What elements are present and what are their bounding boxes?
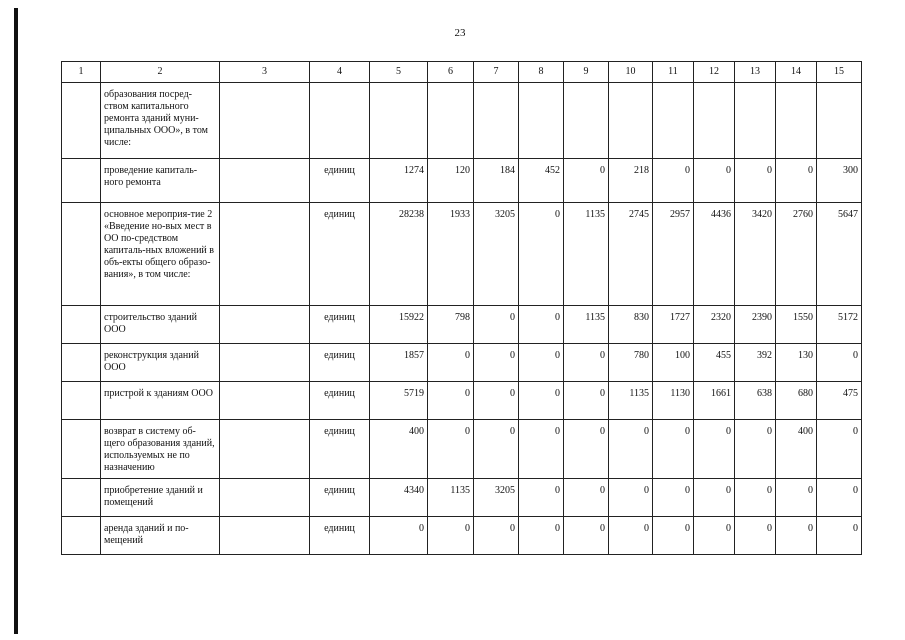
unit-cell: единиц [310,382,370,420]
value-cell-col-11: 0 [653,517,694,555]
value-cell-col-7: 0 [474,382,519,420]
value-cell-col-13: 0 [735,479,776,517]
row-number-cell [62,83,101,159]
value-cell-col-13: 3420 [735,203,776,306]
value-cell-col-8 [519,83,564,159]
row-name-cell: приобретение зданий и помещений [101,479,220,517]
table-row [62,479,862,517]
value-cell-col-10 [609,83,653,159]
column-header-8: 8 [519,62,564,83]
unit-cell [310,83,370,159]
value-cell-col-10: 830 [609,306,653,344]
table-row [62,203,862,306]
value-cell-col-15: 475 [817,382,862,420]
column-header-6: 6 [428,62,474,83]
value-cell-col-9: 0 [564,517,609,555]
value-cell-col-12: 4436 [694,203,735,306]
value-cell-col-14: 0 [776,159,817,203]
value-cell-col-12: 2320 [694,306,735,344]
row-name-cell: пристрой к зданиям ООО [101,382,220,420]
value-cell-col-6 [428,83,474,159]
value-cell-col-13: 0 [735,517,776,555]
value-cell-col-7: 0 [474,306,519,344]
column-3-cell [220,203,310,306]
value-cell-col-8: 452 [519,159,564,203]
value-cell-col-14: 1550 [776,306,817,344]
page-number: 23 [454,27,466,39]
column-3-cell [220,420,310,479]
row-name-cell: возврат в систему об-щего образования зданий, используемых не по назначению [101,420,220,479]
value-cell-col-12: 0 [694,479,735,517]
table-row [62,306,862,344]
unit-cell: единиц [310,159,370,203]
column-3-cell [220,517,310,555]
row-number-cell [62,159,101,203]
value-cell-col-12 [694,83,735,159]
value-cell-col-15: 5172 [817,306,862,344]
row-name-cell: образования посред-ством капитального ремонта зданий муни-ципальных ООО», в том числе: [101,83,220,159]
value-cell-col-5: 4340 [370,479,428,517]
unit-cell: единиц [310,479,370,517]
column-3-cell [220,83,310,159]
value-cell-col-15: 0 [817,344,862,382]
column-header-1: 1 [62,62,101,83]
table-header-row [62,62,862,83]
unit-cell: единиц [310,203,370,306]
value-cell-col-12: 0 [694,517,735,555]
value-cell-col-11: 1130 [653,382,694,420]
value-cell-col-11: 0 [653,479,694,517]
value-cell-col-7: 184 [474,159,519,203]
value-cell-col-14: 400 [776,420,817,479]
column-3-cell [220,306,310,344]
value-cell-col-11: 100 [653,344,694,382]
value-cell-col-15: 300 [817,159,862,203]
value-cell-col-14: 2760 [776,203,817,306]
value-cell-col-6: 0 [428,344,474,382]
value-cell-col-15: 0 [817,479,862,517]
value-cell-col-5: 1857 [370,344,428,382]
row-number-cell [62,479,101,517]
column-header-7: 7 [474,62,519,83]
value-cell-col-6: 0 [428,382,474,420]
value-cell-col-9: 1135 [564,306,609,344]
value-cell-col-9 [564,83,609,159]
row-name-cell: основное мероприя-тие 2 «Введение но-вых мест в ОО по-средством капиталь-ных вложений в объ-екты общего образо-вания», в том числе: [101,203,220,306]
value-cell-col-5 [370,83,428,159]
column-header-11: 11 [653,62,694,83]
value-cell-col-7: 3205 [474,479,519,517]
value-cell-col-15: 0 [817,420,862,479]
value-cell-col-7: 0 [474,420,519,479]
column-header-12: 12 [694,62,735,83]
value-cell-col-5: 5719 [370,382,428,420]
binding-bar [14,8,18,634]
column-header-3: 3 [220,62,310,83]
value-cell-col-11: 0 [653,420,694,479]
table-body [62,62,862,555]
table-row [62,517,862,555]
row-number-cell [62,344,101,382]
value-cell-col-10: 0 [609,517,653,555]
value-cell-col-14: 680 [776,382,817,420]
value-cell-col-14 [776,83,817,159]
column-header-13: 13 [735,62,776,83]
value-cell-col-8: 0 [519,420,564,479]
value-cell-col-6: 0 [428,420,474,479]
column-header-15: 15 [817,62,862,83]
table-row [62,159,862,203]
value-cell-col-14: 0 [776,517,817,555]
column-header-9: 9 [564,62,609,83]
value-cell-col-6: 798 [428,306,474,344]
value-cell-col-12: 1661 [694,382,735,420]
data-table [61,61,862,555]
value-cell-col-11 [653,83,694,159]
table-row [62,344,862,382]
value-cell-col-7: 0 [474,344,519,382]
value-cell-col-8: 0 [519,517,564,555]
value-cell-col-5: 15922 [370,306,428,344]
value-cell-col-5: 1274 [370,159,428,203]
column-header-4: 4 [310,62,370,83]
value-cell-col-11: 0 [653,159,694,203]
unit-cell: единиц [310,306,370,344]
column-3-cell [220,159,310,203]
value-cell-col-10: 0 [609,420,653,479]
value-cell-col-9: 0 [564,344,609,382]
value-cell-col-9: 0 [564,382,609,420]
row-number-cell [62,203,101,306]
value-cell-col-14: 0 [776,479,817,517]
value-cell-col-9: 0 [564,159,609,203]
value-cell-col-10: 218 [609,159,653,203]
value-cell-col-5: 28238 [370,203,428,306]
column-3-cell [220,479,310,517]
value-cell-col-10: 0 [609,479,653,517]
row-name-cell: строительство зданий ООО [101,306,220,344]
value-cell-col-6: 1135 [428,479,474,517]
value-cell-col-15: 0 [817,517,862,555]
column-header-2: 2 [101,62,220,83]
value-cell-col-7: 0 [474,517,519,555]
row-name-cell: проведение капиталь-ного ремонта [101,159,220,203]
table-row [62,420,862,479]
value-cell-col-6: 120 [428,159,474,203]
row-name-cell: реконструкция зданий ООО [101,344,220,382]
value-cell-col-11: 1727 [653,306,694,344]
value-cell-col-15: 5647 [817,203,862,306]
value-cell-col-13: 2390 [735,306,776,344]
value-cell-col-5: 400 [370,420,428,479]
value-cell-col-8: 0 [519,479,564,517]
value-cell-col-7 [474,83,519,159]
row-number-cell [62,382,101,420]
unit-cell: единиц [310,420,370,479]
value-cell-col-13 [735,83,776,159]
value-cell-col-10: 780 [609,344,653,382]
value-cell-col-10: 1135 [609,382,653,420]
value-cell-col-5: 0 [370,517,428,555]
column-3-cell [220,382,310,420]
table-row [62,83,862,159]
unit-cell: единиц [310,517,370,555]
value-cell-col-8: 0 [519,344,564,382]
value-cell-col-7: 3205 [474,203,519,306]
value-cell-col-6: 1933 [428,203,474,306]
value-cell-col-9: 0 [564,420,609,479]
unit-cell: единиц [310,344,370,382]
column-3-cell [220,344,310,382]
column-header-10: 10 [609,62,653,83]
value-cell-col-13: 638 [735,382,776,420]
row-number-cell [62,420,101,479]
value-cell-col-12: 0 [694,420,735,479]
row-number-cell [62,306,101,344]
row-name-cell: аренда зданий и по-мещений [101,517,220,555]
value-cell-col-13: 392 [735,344,776,382]
value-cell-col-12: 455 [694,344,735,382]
value-cell-col-15 [817,83,862,159]
table-row [62,382,862,420]
value-cell-col-9: 1135 [564,203,609,306]
value-cell-col-8: 0 [519,306,564,344]
value-cell-col-13: 0 [735,159,776,203]
column-header-5: 5 [370,62,428,83]
value-cell-col-10: 2745 [609,203,653,306]
value-cell-col-11: 2957 [653,203,694,306]
value-cell-col-8: 0 [519,382,564,420]
value-cell-col-8: 0 [519,203,564,306]
column-header-14: 14 [776,62,817,83]
value-cell-col-12: 0 [694,159,735,203]
value-cell-col-13: 0 [735,420,776,479]
value-cell-col-6: 0 [428,517,474,555]
value-cell-col-14: 130 [776,344,817,382]
value-cell-col-9: 0 [564,479,609,517]
row-number-cell [62,517,101,555]
